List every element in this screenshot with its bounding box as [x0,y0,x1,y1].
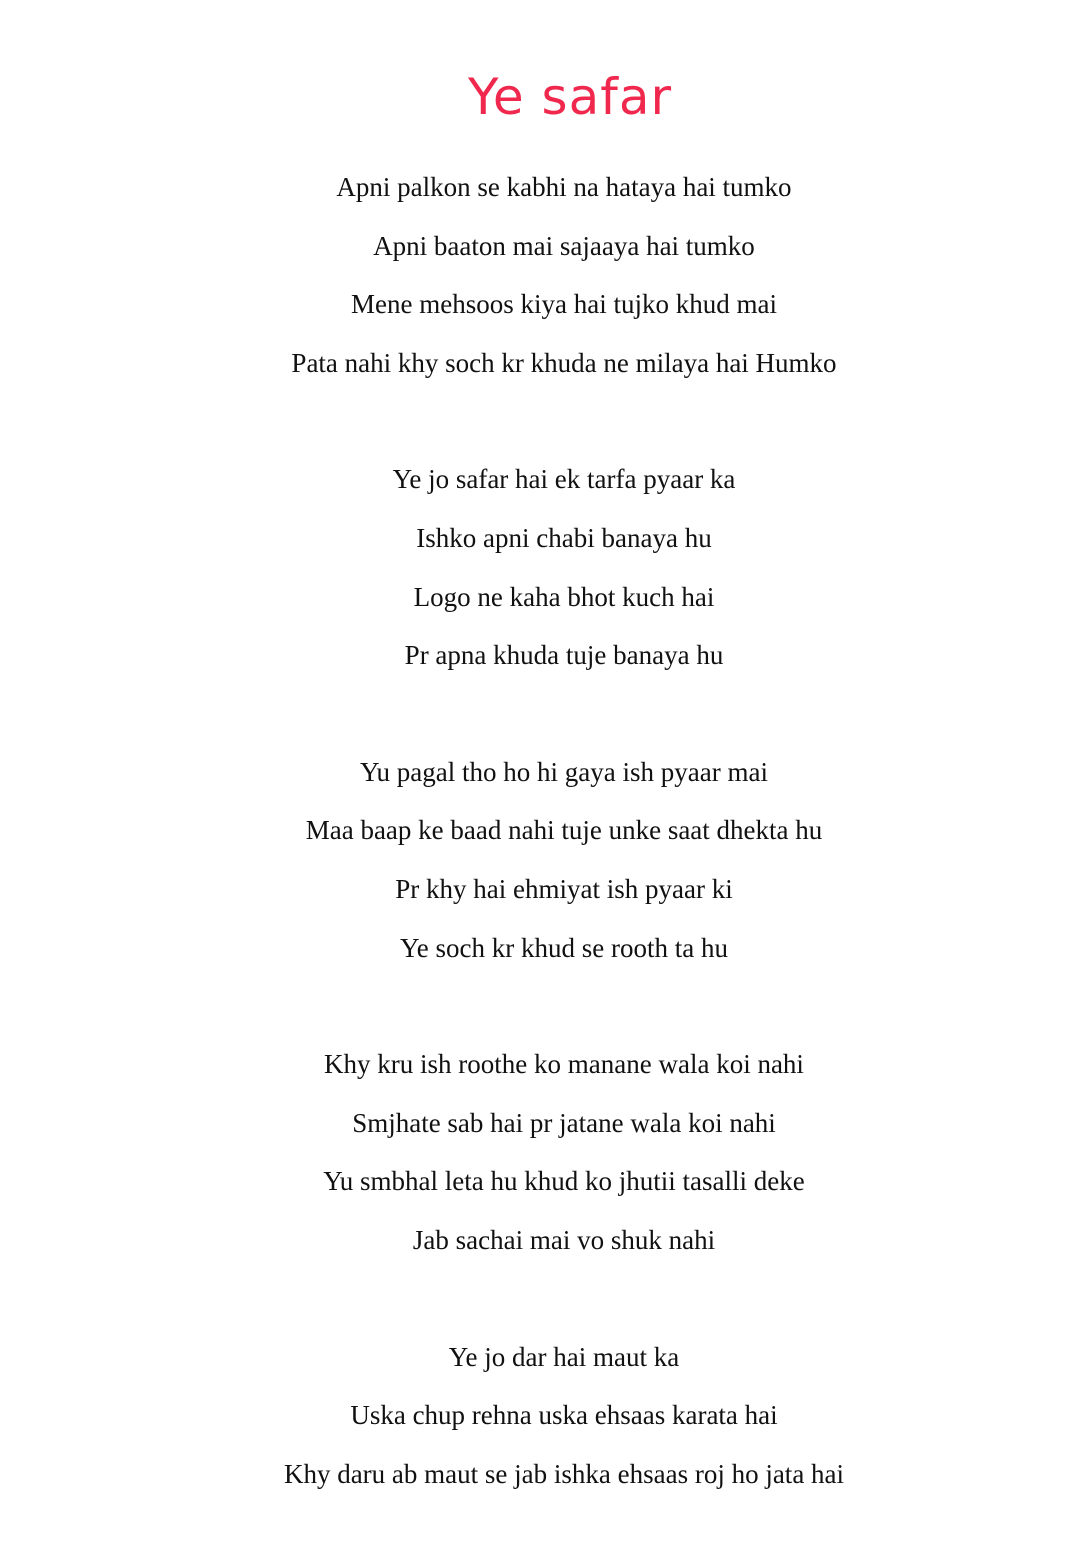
poem-line: Smjhate sab hai pr jatane wala koi nahi [352,1107,776,1138]
poem-line: Ishko apni chabi banaya hu [416,522,712,553]
poem-line: Khy kru ish roothe ko manane wala koi nahi [324,1049,804,1080]
poem-line: Yu smbhal leta hu khud ko jhutii tasalli deke [323,1166,805,1197]
poem-line: Pata nahi khy soch kr khuda ne milaya hai Humko [291,347,837,378]
poem-line: Ye jo safar hai ek tarfa pyaar ka [392,464,736,495]
poem-line: Mene mehsoos kiya hai tujko khud mai [351,289,777,320]
stanza-5 [0,1335,1080,1511]
poem-title: Ye safar [467,68,673,126]
poem-line: Khy daru ab maut se jab ishka ehsaas roj ho jata hai [283,1458,845,1489]
poem-line: Ye soch kr khud se rooth ta hu [400,932,728,963]
stanza-1 [0,165,1080,399]
poem-line: Ye jo dar hai maut ka [448,1341,680,1372]
poem-line: Apni palkon se kabhi na hataya hai tumko [336,172,792,202]
poem-line: Maa baap ke baad nahi tuje unke saat dhekta hu [305,815,823,846]
poem-body [0,165,1080,1568]
stanza-3 [0,750,1080,984]
poem-line: Pr khy hai ehmiyat ish pyaar ki [395,873,733,904]
poem-line: Uska chup rehna uska ehsaas karata hai [350,1400,778,1431]
poem-line: Logo ne kaha bhot kuch hai [413,581,715,612]
stanza-4 [0,1042,1080,1276]
poem-line: Jab sachai mai vo shuk nahi [412,1224,716,1255]
poem-line: Apni baaton mai sajaaya hai tumko [373,230,755,261]
poem-line: Yu pagal tho ho hi gaya ish pyaar mai [360,756,768,787]
poem-line: Pr apna khuda tuje banaya hu [404,640,724,671]
stanza-2 [0,457,1080,691]
